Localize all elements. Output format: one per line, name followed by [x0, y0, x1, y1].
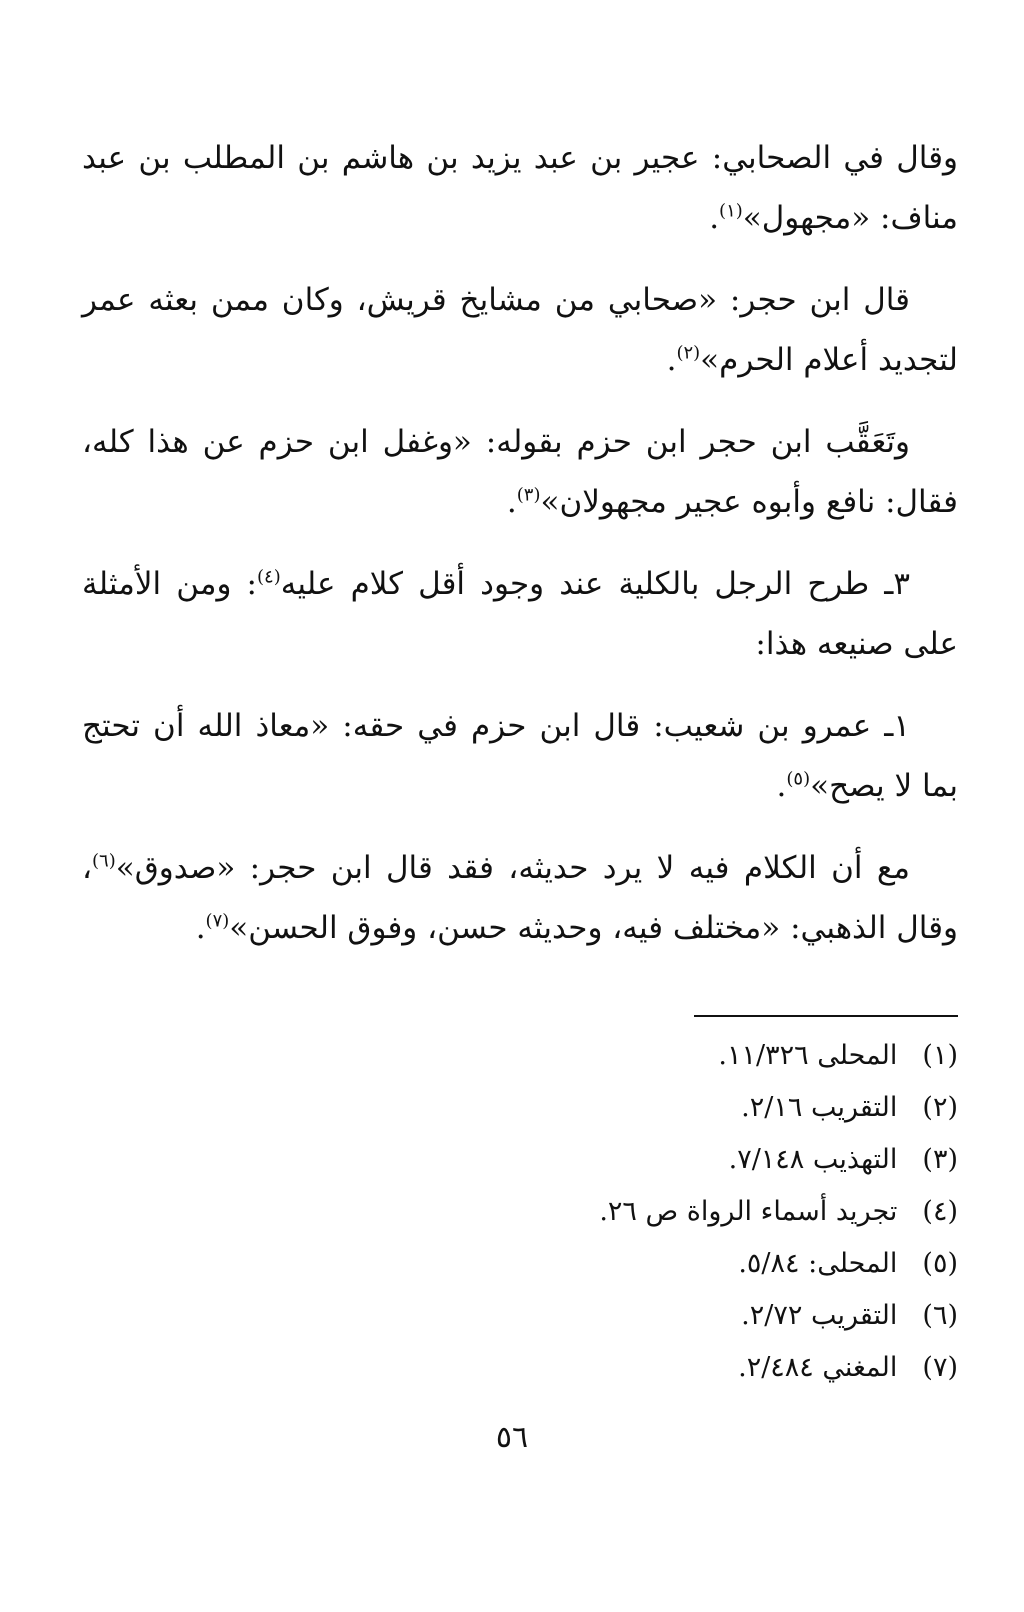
footnote-number: (١) — [922, 1040, 958, 1071]
footnote-number: (٦) — [922, 1300, 958, 1331]
footnote-marker: (٧) — [205, 910, 230, 932]
footnote-item — [358, 1134, 958, 1186]
paragraph — [82, 128, 958, 248]
footnote-marker: (١) — [719, 200, 743, 222]
footnote-text: تجريد أسماء الرواة ص ٢٦. — [599, 1196, 898, 1227]
footnote-item — [358, 1030, 958, 1082]
paragraph-end: : ومن الأمثلة على صنيعه هذا: — [82, 566, 958, 662]
paragraph-end: . — [195, 910, 206, 946]
paragraph-text: وقال في الصحابي: عجير بن عبد يزيد بن هاشم بن المطلب بن عبد مناف: «مجهول» — [82, 140, 958, 236]
footnote-number: (٢) — [922, 1092, 958, 1123]
paragraph — [82, 412, 958, 532]
paragraph — [82, 838, 958, 958]
footnotes-list — [358, 1030, 958, 1394]
footnote-marker: (٥) — [786, 768, 811, 790]
paragraph-end: . — [506, 484, 517, 520]
paragraph-text: قال ابن حجر: «صحابي من مشايخ قريش، وكان ممن بعثه عمر لتجديد أعلام الحرم» — [82, 282, 958, 378]
paragraph-text: مع أن الكلام فيه لا يرد حديثه، فقد قال ابن حجر: «صدوق» — [115, 850, 910, 886]
paragraph-end: . — [709, 200, 720, 236]
paragraph — [82, 554, 958, 674]
footnote-number: (٣) — [922, 1144, 958, 1175]
footnote-text: التقريب ٢/١٦. — [741, 1092, 898, 1123]
footnote-text: التقريب ٢/٧٢. — [741, 1300, 898, 1331]
footnote-text: المحلى: ٥/٨٤. — [738, 1248, 898, 1279]
main-text — [82, 128, 958, 980]
paragraph — [82, 270, 958, 390]
footnote-separator — [694, 1015, 958, 1017]
footnote-text: المغني ٢/٤٨٤. — [738, 1352, 898, 1383]
footnote-number: (٥) — [922, 1248, 958, 1279]
page-number: ٥٦ — [495, 1420, 529, 1455]
footnote-text: المحلى ١١/٣٢٦. — [718, 1040, 898, 1071]
paragraph-end: ، وقال الذهبي: «مختلف فيه، وحديثه حسن، وفوق الحسن» — [82, 850, 958, 946]
paragraph-text: وتَعَقَّب ابن حجر ابن حزم بقوله: «وغفل ابن حزم عن هذا كله، فقال: نافع وأبوه عجير مجهولان» — [82, 424, 958, 520]
paragraph-end: . — [776, 768, 787, 804]
footnote-item — [358, 1186, 958, 1238]
footnote-marker: (٢) — [676, 342, 701, 364]
paragraph-text: ٣ـ طرح الرجل بالكلية عند وجود أقل كلام عليه — [280, 566, 910, 602]
footnote-marker: (٣) — [516, 484, 541, 506]
footnote-item — [358, 1238, 958, 1290]
footnote-item — [358, 1342, 958, 1394]
footnote-number: (٤) — [922, 1196, 958, 1227]
footnote-item — [358, 1082, 958, 1134]
footnote-marker: (٤) — [256, 566, 281, 588]
paragraph-end: . — [666, 342, 677, 378]
footnote-number: (٧) — [922, 1352, 958, 1383]
footnote-marker: (٦) — [92, 850, 116, 872]
footnote-text: التهذيب ٧/١٤٨. — [728, 1144, 898, 1175]
paragraph-text: ١ـ عمرو بن شعيب: قال ابن حزم في حقه: «معاذ الله أن تحتج بما لا يصح» — [82, 708, 958, 804]
paragraph — [82, 696, 958, 816]
footnote-item — [358, 1290, 958, 1342]
